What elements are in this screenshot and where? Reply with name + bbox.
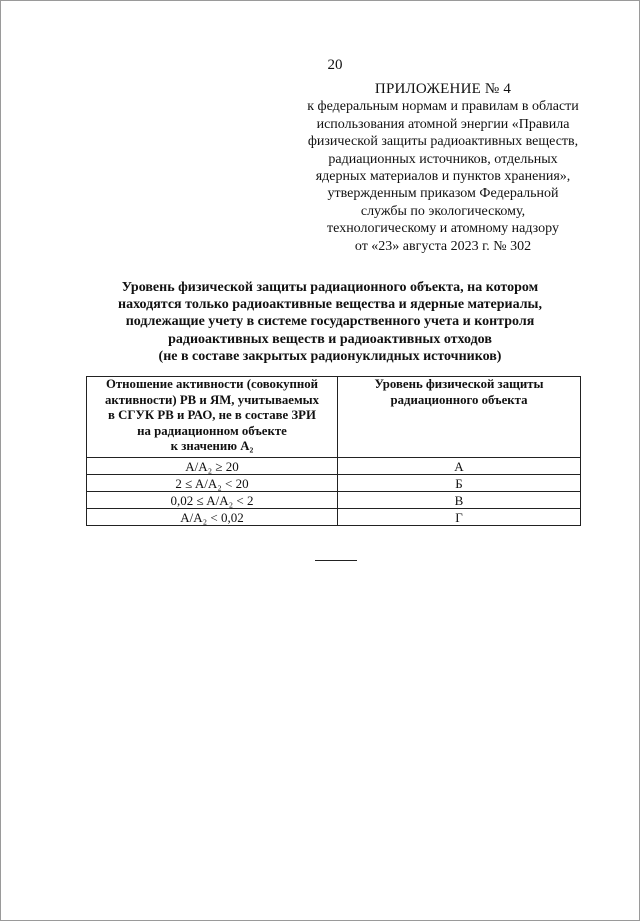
header-line: на радиационном объекте [137,423,287,438]
appendix-line: утвержденным приказом Федеральной [327,186,559,202]
end-divider [315,560,357,561]
header-line: к значению A₂ [170,439,254,454]
header-line: радиационного объекта [390,392,528,407]
level-cell: Г [338,509,581,526]
table-row [87,509,581,526]
document-title [90,279,570,365]
table-row [87,475,581,492]
appendix-line: физической защиты радиоактивных веществ, [307,134,579,150]
title-line: радиоактивных веществ и радиоактивных отходов [168,331,492,347]
title-line: (не в составе закрытых радионуклидных источников) [158,348,502,364]
ratio-cell: A/A₂ ≥ 20 [87,458,338,475]
ratio-cell: 2 ≤ A/A₂ < 20 [87,475,338,492]
title-line: Уровень физической защиты радиационного объекта, на котором [121,280,539,295]
title-line: подлежащие учету в системе государственного учета и контроля [125,314,535,330]
level-cell: Б [338,475,581,492]
appendix-line: технологическому и атомному надзору [327,221,559,237]
appendix-title: ПРИЛОЖЕНИЕ № 4 [374,81,512,97]
ratio-cell: A/A₂ < 0,02 [87,509,338,526]
header-line: Отношение активности (совокупной [105,377,319,391]
appendix-line: ядерных материалов и пунктов хранения», [315,169,571,185]
table-header-row [87,377,581,458]
header-line: в СГУК РВ и РАО, не в составе ЗРИ [108,408,316,423]
level-cell: В [338,492,581,509]
title-line: находятся только радиоактивные вещества и ядерные материалы, [118,297,542,313]
header-protection-level [338,377,581,458]
page-number: 20 [327,57,343,73]
appendix-line: службы по экологическому, [360,203,526,219]
header-line: Уровень физической защиты [374,377,544,391]
appendix-header [298,81,588,255]
header-line: активности) РВ и ЯМ, учитываемых [104,392,320,407]
header-activity-ratio [87,377,338,458]
appendix-line: радиационных источников, отдельных [328,151,558,167]
table-row [87,458,581,475]
table-row [87,492,581,509]
appendix-line: от «23» августа 2023 г. № 302 [354,238,532,254]
protection-level-table [86,376,581,526]
appendix-line: к федеральным нормам и правилам в области [307,99,579,115]
appendix-line: использования атомной энергии «Правила [316,116,570,132]
ratio-cell: 0,02 ≤ A/A₂ < 2 [87,492,338,509]
level-cell: А [338,458,581,475]
